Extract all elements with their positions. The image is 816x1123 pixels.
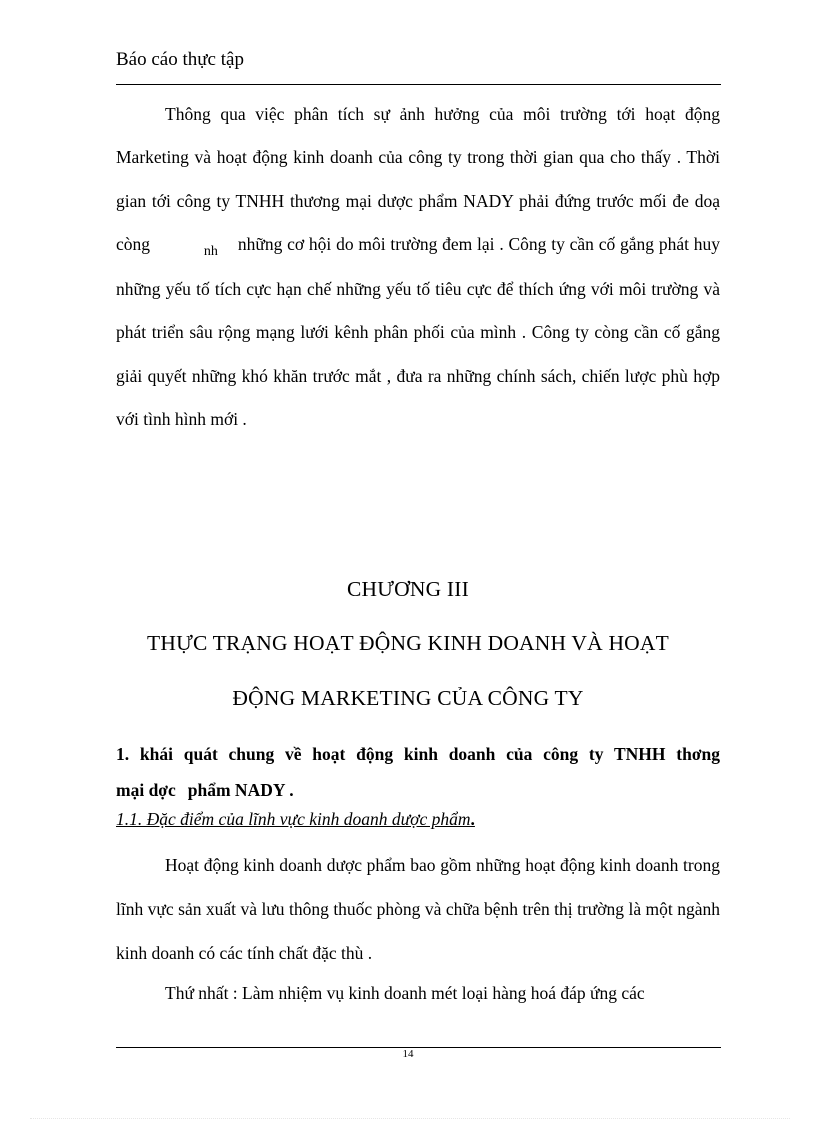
section-1-heading-line2b: phẩm NADY . [187,780,294,800]
subsection-1-1-title: 1.1. Đặc điểm của lĩnh vực kinh doanh dược phẩm [116,809,471,829]
intro-subscript: nh [203,243,218,259]
subsection-1-1-dot: . [470,809,475,829]
intro-text-part2: những cơ hội do môi trường đem lại . Công ty cần cố gắng phát huy những yếu tố tích cực hạn chế những yếu tố tiêu cực để thích ứng với môi trường và phát triển sâu rộng mạng lưới kênh phân phối của mình . Công ty còng cần cố gắng giải quyết những khó khăn trước mắt , đưa ra những chính sách, chiến lược phù hợp với tình hình mới . [116,233,720,430]
body-paragraph-3: Thứ nhất : Làm nhiệm vụ kinh doanh mét loại hàng hoá đáp ứng các [165,983,645,1003]
chapter-title-line1: THỰC TRẠNG HOẠT ĐỘNG KINH DOANH VÀ HOẠT [147,631,669,655]
chapter-number: CHƯƠNG III [347,577,469,601]
chapter-title-line2: ĐỘNG MARKETING CỦA CÔNG TY [232,686,584,710]
section-1-heading-line1: 1. khái quát chung về hoạt động kinh doanh của công ty TNHH thơng [116,744,720,764]
header-divider [116,84,721,85]
page-bottom-border [30,1118,790,1119]
header-title: Báo cáo thực tập [116,49,244,70]
section-1-heading-line2a: mại dợc [116,780,176,800]
section-1-heading [116,736,720,808]
intro-paragraph [116,93,720,441]
section-1-heading-line2 [116,772,720,808]
subsection-1-1-heading [116,805,475,833]
page-number: 14 [402,1048,414,1060]
body-paragraph-2: Hoạt động kinh doanh dược phẩm bao gồm những hoạt động kinh doanh trong lĩnh vực sản xuất và lưu thông thuốc phòng và chữa bệnh trên thị trường là một ngành kinh doanh có các tính chất đặc thù . [116,855,720,963]
intro-text-part1: Thông qua việc phân tích sự ảnh hưởng của môi trường tới hoạt động Marketing và hoạt động kinh doanh của công ty trong thời gian qua cho thấy . Thời gian tới công ty TNHH thương mại dược phẩm NADY phải đứng trước mối đe doạ còng [116,104,720,254]
